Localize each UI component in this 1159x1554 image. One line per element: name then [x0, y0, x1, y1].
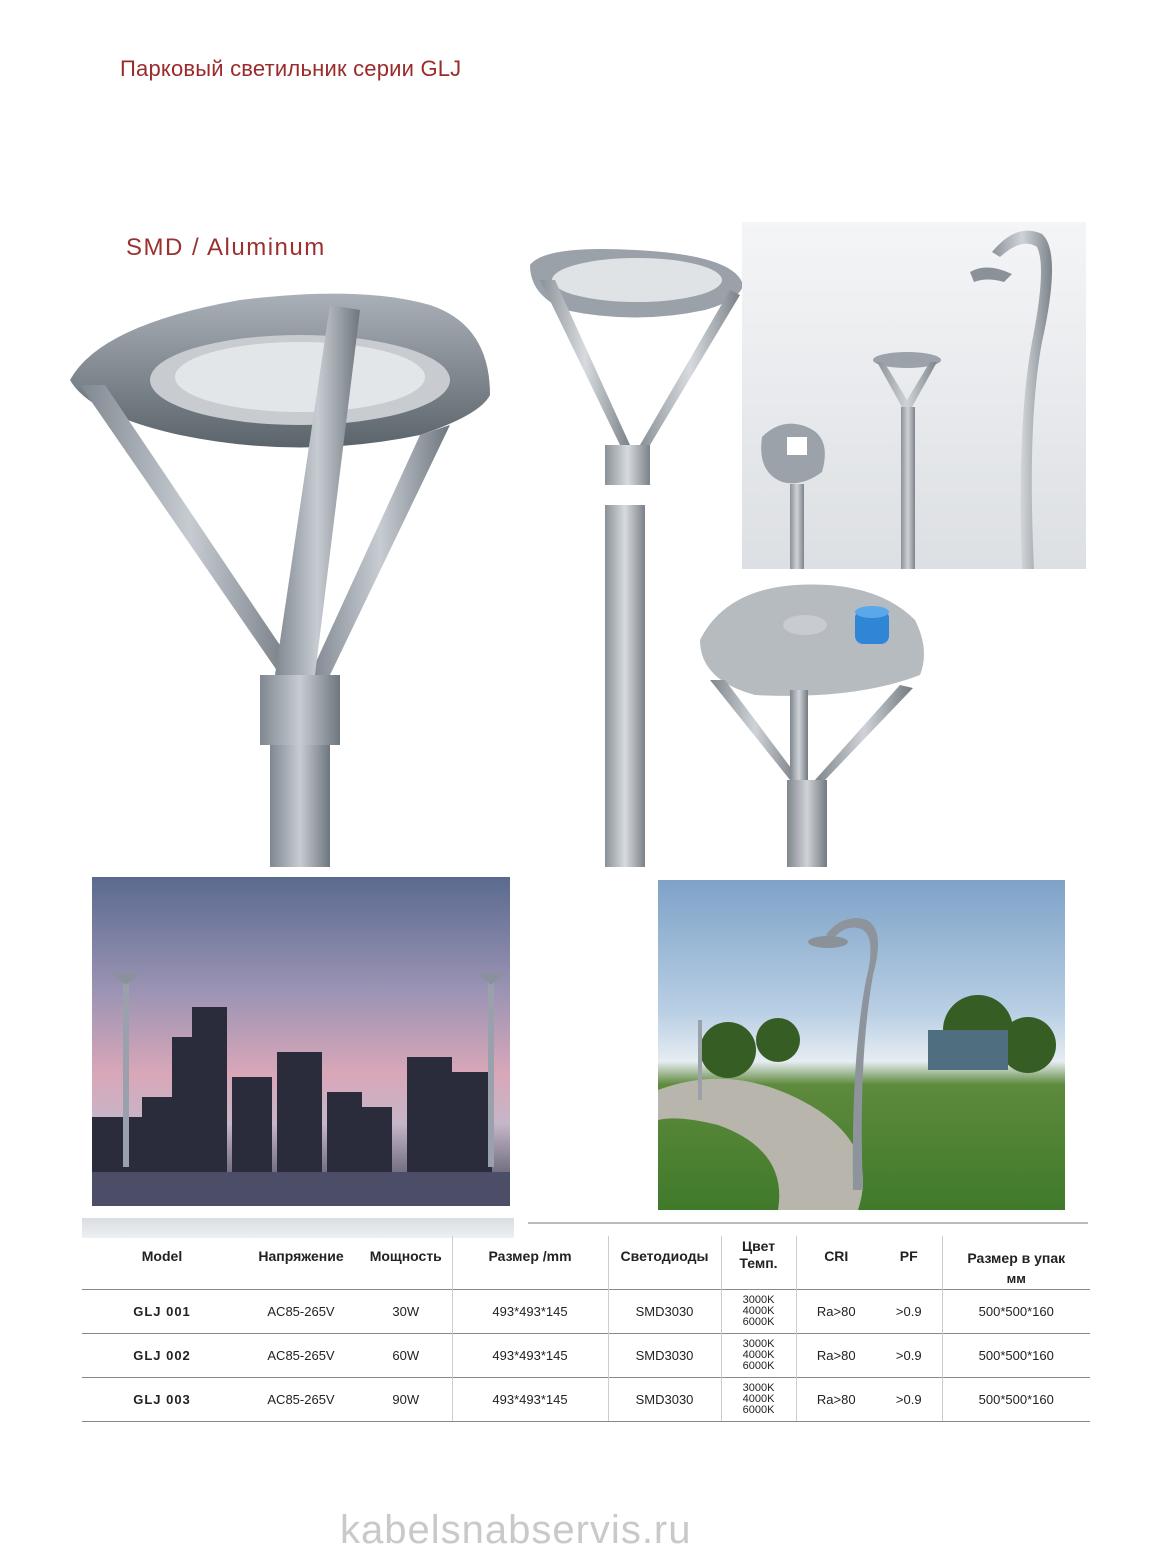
cell-model: GLJ 002 — [82, 1334, 242, 1378]
lamp-closeup-image — [60, 285, 500, 867]
col-voltage: Напряжение — [258, 1248, 344, 1264]
col-leds: Светодиоды — [608, 1236, 721, 1290]
cell-pf: >0.9 — [876, 1378, 942, 1422]
cell-color-temps — [721, 1290, 796, 1334]
cell-leds: SMD3030 — [608, 1334, 721, 1378]
product-subtitle: SMD / Aluminum — [126, 234, 326, 261]
cell-power: 60W — [360, 1334, 452, 1378]
temp-value: 4000K — [742, 1349, 775, 1361]
cell-voltage: AC85-265V — [242, 1378, 360, 1422]
cell-cri: Ra>80 — [796, 1334, 876, 1378]
cell-color-temps — [721, 1378, 796, 1422]
temp-value: 4000K — [742, 1393, 775, 1405]
cell-pack: 500*500*160 — [942, 1378, 1090, 1422]
cell-pf: >0.9 — [876, 1334, 942, 1378]
table-row — [82, 1334, 1090, 1378]
table-header-row — [82, 1236, 1090, 1290]
watermark: kabelsnabservis.ru — [340, 1508, 692, 1552]
temp-value: 6000K — [742, 1404, 775, 1416]
temp-value: 3000K — [742, 1294, 775, 1306]
cell-size: 493*493*145 — [452, 1290, 608, 1334]
temp-value: 6000K — [742, 1360, 775, 1372]
cell-cri: Ra>80 — [796, 1378, 876, 1422]
table-top-line — [528, 1222, 1088, 1224]
table-top-bar — [82, 1218, 514, 1238]
col-pf: PF — [899, 1248, 918, 1264]
cell-model: GLJ 001 — [82, 1290, 242, 1334]
cell-pf: >0.9 — [876, 1290, 942, 1334]
page-title: Парковый светильник серии GLJ — [120, 56, 462, 81]
col-pack-size-line2: мм — [1006, 1271, 1026, 1286]
col-model: Model — [141, 1248, 183, 1264]
cell-cri: Ra>80 — [796, 1290, 876, 1334]
park-photo — [658, 880, 1065, 1210]
cell-voltage: AC85-265V — [242, 1290, 360, 1334]
lamp-lineup-image — [742, 222, 1086, 569]
col-size: Размер /mm — [452, 1236, 608, 1290]
col-cri: CRI — [796, 1236, 876, 1290]
cell-model: GLJ 003 — [82, 1378, 242, 1422]
col-color-temp-line2: Темп. — [739, 1255, 778, 1271]
cell-pack: 500*500*160 — [942, 1290, 1090, 1334]
col-color-temp-line1: Цвет — [741, 1238, 776, 1254]
cell-leds: SMD3030 — [608, 1290, 721, 1334]
cell-power: 30W — [360, 1290, 452, 1334]
cell-color-temps — [721, 1334, 796, 1378]
cell-size: 493*493*145 — [452, 1334, 608, 1378]
col-power: Мощность — [369, 1248, 442, 1264]
lamp-sensor-image — [695, 580, 930, 867]
cell-power: 90W — [360, 1378, 452, 1422]
temp-value: 3000K — [742, 1382, 775, 1394]
temp-value: 3000K — [742, 1338, 775, 1350]
cell-pack: 500*500*160 — [942, 1334, 1090, 1378]
temp-value: 6000K — [742, 1316, 775, 1328]
cell-leds: SMD3030 — [608, 1378, 721, 1422]
col-color-temp — [721, 1236, 796, 1290]
cell-voltage: AC85-265V — [242, 1334, 360, 1378]
city-skyline-photo — [92, 877, 510, 1206]
cell-size: 493*493*145 — [452, 1378, 608, 1422]
table-row — [82, 1378, 1090, 1422]
col-pack-size-line1: Размер в упак — [967, 1250, 1066, 1266]
col-pack-size — [942, 1236, 1090, 1290]
table-row — [82, 1290, 1090, 1334]
temp-value: 4000K — [742, 1305, 775, 1317]
